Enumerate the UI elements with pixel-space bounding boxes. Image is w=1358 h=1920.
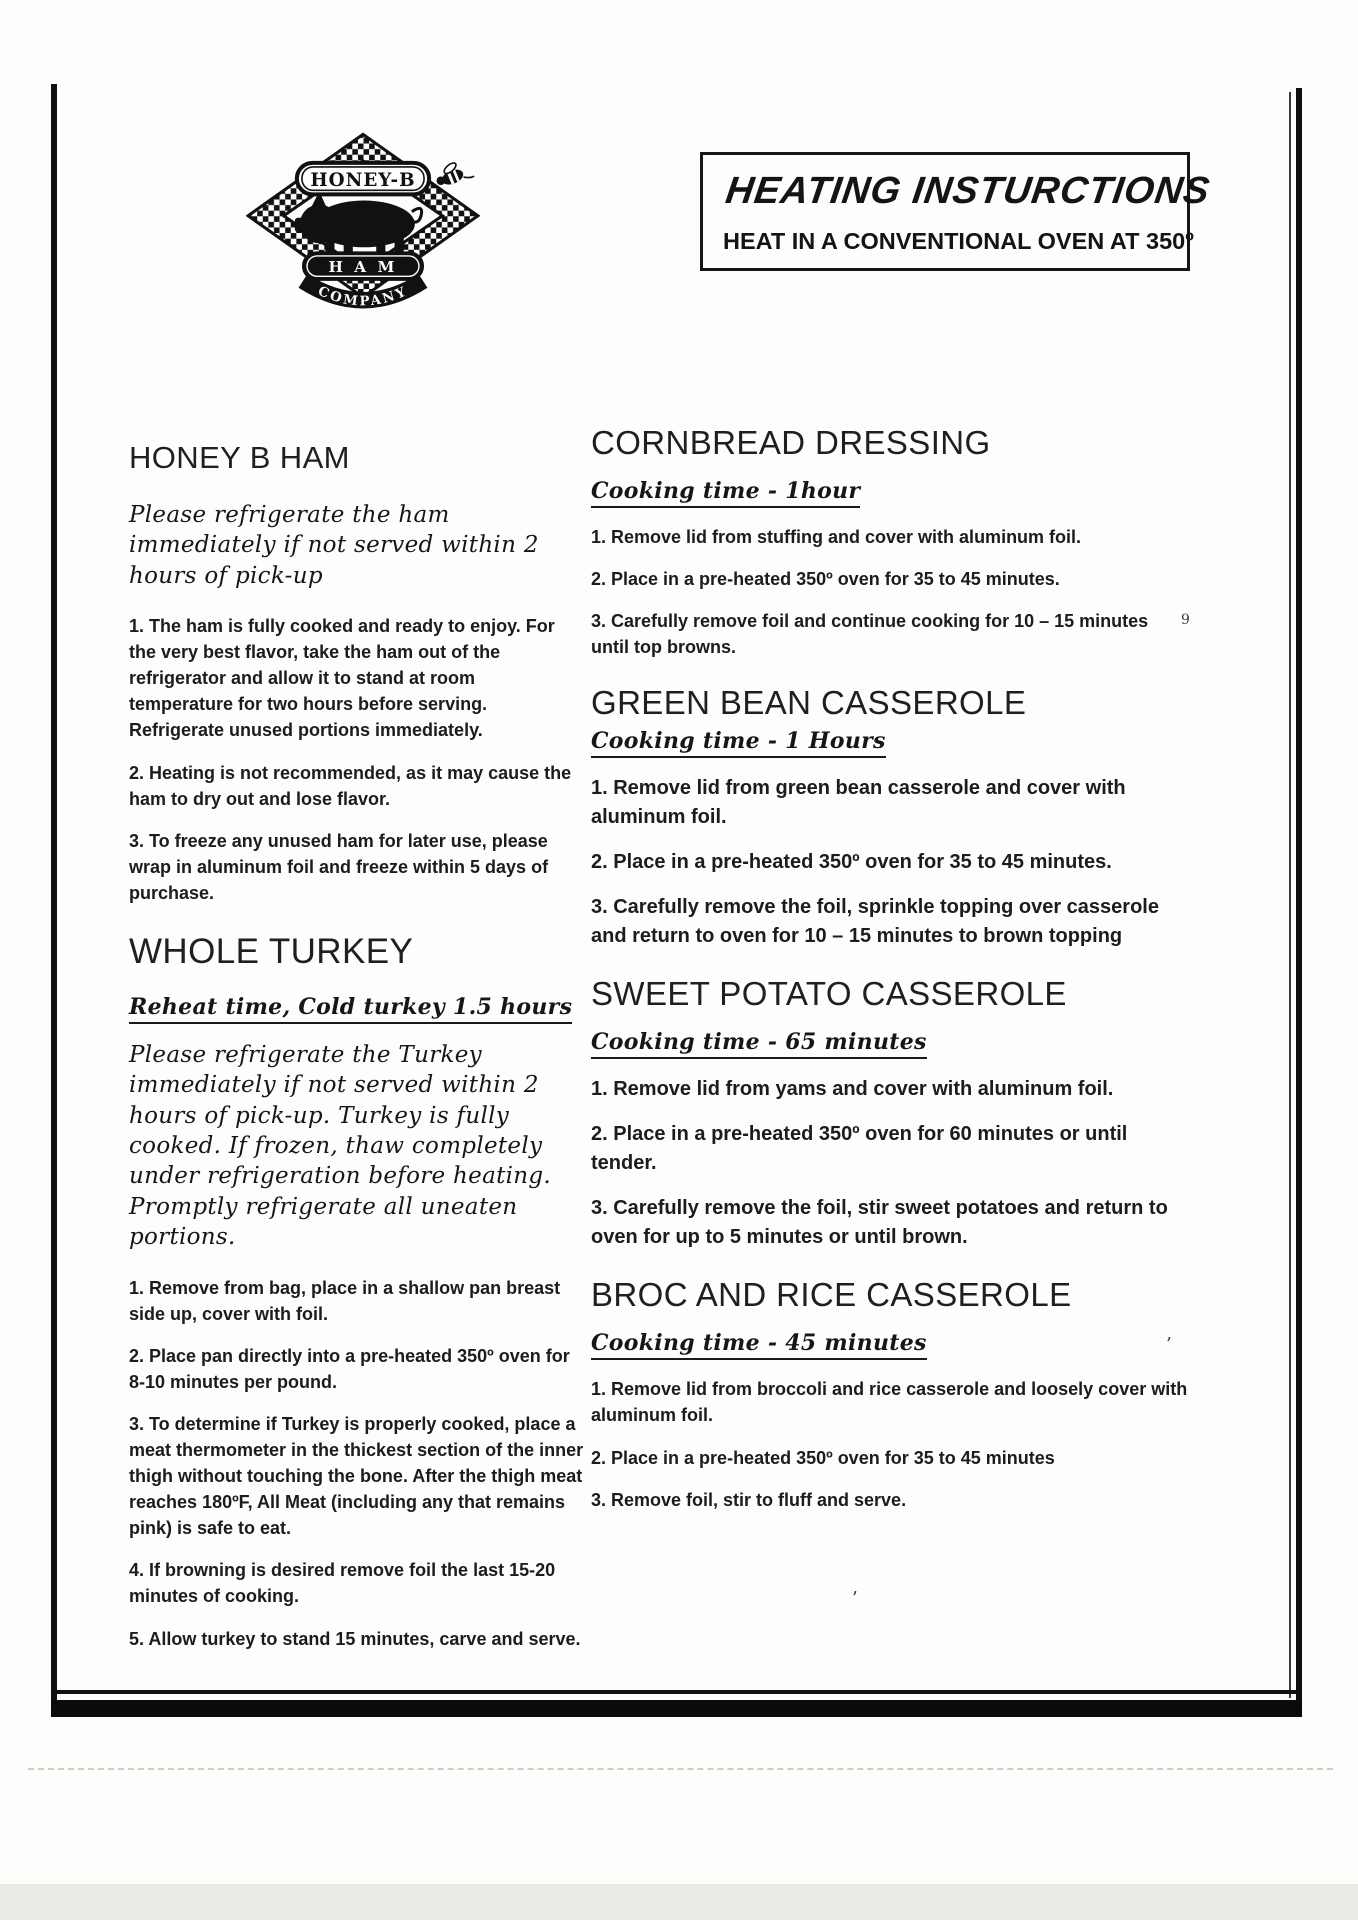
scan-bottom-shadow [0, 1884, 1358, 1920]
page-border-bottom [51, 1700, 1302, 1717]
cornbread-step: 2. Place in a pre-heated 350º oven for 35 to 45 minutes. [591, 569, 1060, 590]
section-green-bean-casserole [591, 684, 1191, 951]
heating-title: HEATING INSTURCTIONS [723, 170, 1213, 212]
sweet-potato-cooking-time-text: Cooking time - 65 minutes [591, 1029, 927, 1059]
turkey-step: 2. Place pan directly into a pre-heated 350º oven for 8-10 minutes per pound. [129, 1345, 570, 1392]
section-broc-and-rice-casserole [591, 1276, 1191, 1512]
brand-bottom-text: COMPANY [315, 283, 411, 310]
cornbread-step: 1. Remove lid from stuffing and cover with aluminum foil. [591, 527, 1082, 547]
turkey-reheat-time-text: Reheat time, Cold turkey 1.5 hours [129, 994, 572, 1024]
turkey-note: Please refrigerate the Turkey immediately if not served within 2 hours of pick-up. Turkey is fully cooked. If frozen, thaw completely under refrigeration before heating. Promptly refrigerate all uneaten portions. [129, 1042, 552, 1251]
sweet-potato-cooking-time [591, 1029, 1191, 1055]
green-bean-cooking-time-text: Cooking time - 1 Hours [591, 728, 886, 758]
turkey-step: 5. Allow turkey to stand 15 minutes, carve and serve. [129, 1628, 581, 1649]
cornbread-cooking-time-text: Cooking time - 1hour [591, 478, 860, 508]
scan-artifact: ’ [852, 1588, 858, 1609]
section-heading-honey-b-ham: HONEY B HAM [129, 440, 350, 475]
page-border-right-thin [1289, 92, 1291, 1698]
section-sweet-potato-casserole [591, 975, 1191, 1252]
left-column [129, 440, 584, 1668]
ham-banner [303, 252, 423, 279]
cornbread-cooking-time [591, 478, 1191, 504]
heating-subtitle: HEAT IN A CONVENTIONAL OVEN AT 350º [723, 228, 1194, 254]
scan-artifact: ’ [1166, 1334, 1172, 1355]
page-border-bottom-thin [55, 1690, 1298, 1694]
turkey-step: 1. Remove from bag, place in a shallow pan breast side up, cover with foil. [129, 1277, 561, 1324]
broc-rice-step: 2. Place in a pre-heated 350º oven for 35 to 45 minutes [591, 1447, 1055, 1468]
section-heading-cornbread: CORNBREAD DRESSING [591, 424, 991, 461]
bee-icon [432, 156, 474, 190]
page-border-right [1296, 88, 1302, 1702]
sweet-potato-step: 2. Place in a pre-heated 350º oven for 60 minutes or until tender. [591, 1123, 1128, 1175]
brand-top-text: HONEY-B [310, 170, 416, 192]
heating-instructions-box [700, 152, 1213, 271]
section-heading-broc-rice: BROC AND RICE CASSEROLE [591, 1276, 1072, 1314]
sweet-potato-step: 1. Remove lid from yams and cover with aluminum foil. [591, 1078, 1114, 1101]
sweet-potato-step: 3. Carefully remove the foil, stir sweet potatoes and return to oven for up to 5 minutes or until brown. [591, 1197, 1168, 1249]
broc-rice-cooking-time [591, 1330, 1191, 1356]
green-bean-step: 1. Remove lid from green bean casserole and cover with aluminum foil. [591, 777, 1126, 829]
logo-graphic [246, 132, 480, 328]
page-border-left [51, 84, 57, 1716]
ham-step: 2. Heating is not recommended, as it may cause the ham to dry out and lose flavor. [129, 762, 572, 809]
section-heading-sweet-potato: SWEET POTATO CASSEROLE [591, 975, 1067, 1013]
ham-step: 1. The ham is fully cooked and ready to enjoy. For the very best flavor, take the ham out of the refrigerator and allow it to stand at room temperature for two hours before serving. Refrigerate unused portions immediately. [129, 616, 555, 741]
brand-mid-text: H A M [328, 258, 398, 277]
green-bean-step: 3. Carefully remove the foil, sprinkle topping over casserole and return to oven for 10 – 15 minutes to brown topping [591, 896, 1159, 948]
ham-note: Please refrigerate the ham immediately if not served within 2 hours of pick-up [129, 502, 539, 589]
turkey-step: 3. To determine if Turkey is properly cooked, place a meat thermometer in the thickest section of the inner thigh without touching the bone. After the thigh meat reaches 180ºF, All Meat (including any that remains pink) is safe to eat. [129, 1413, 584, 1539]
cornbread-step: 3. Carefully remove foil and continue cooking for 10 – 15 minutes until top browns. [591, 611, 1149, 658]
turkey-step: 4. If browning is desired remove foil the last 15-20 minutes of cooking. [129, 1560, 556, 1607]
honeyb-ham-logo [246, 132, 480, 326]
ham-step: 3. To freeze any unused ham for later use, please wrap in aluminum foil and freeze within 5 days of purchase. [129, 830, 549, 903]
right-column [591, 424, 1191, 1529]
green-bean-cooking-time [591, 728, 1191, 754]
section-heading-whole-turkey: WHOLE TURKEY [129, 932, 414, 972]
green-bean-step: 2. Place in a pre-heated 350º oven for 35 to 45 minutes. [591, 851, 1112, 874]
scan-crease-line [28, 1768, 1333, 1770]
honeyb-banner [297, 163, 429, 195]
section-cornbread-dressing [591, 424, 1191, 660]
broc-rice-step: 3. Remove foil, stir to fluff and serve. [591, 1489, 907, 1510]
broc-rice-cooking-time-text: Cooking time - 45 minutes [591, 1330, 927, 1360]
turkey-reheat-time [129, 994, 584, 1020]
section-heading-green-bean: GREEN BEAN CASSEROLE [591, 684, 1027, 722]
broc-rice-step: 1. Remove lid from broccoli and rice casserole and loosely cover with aluminum foil. [591, 1379, 1188, 1426]
scan-artifact: 9 [1181, 612, 1190, 628]
